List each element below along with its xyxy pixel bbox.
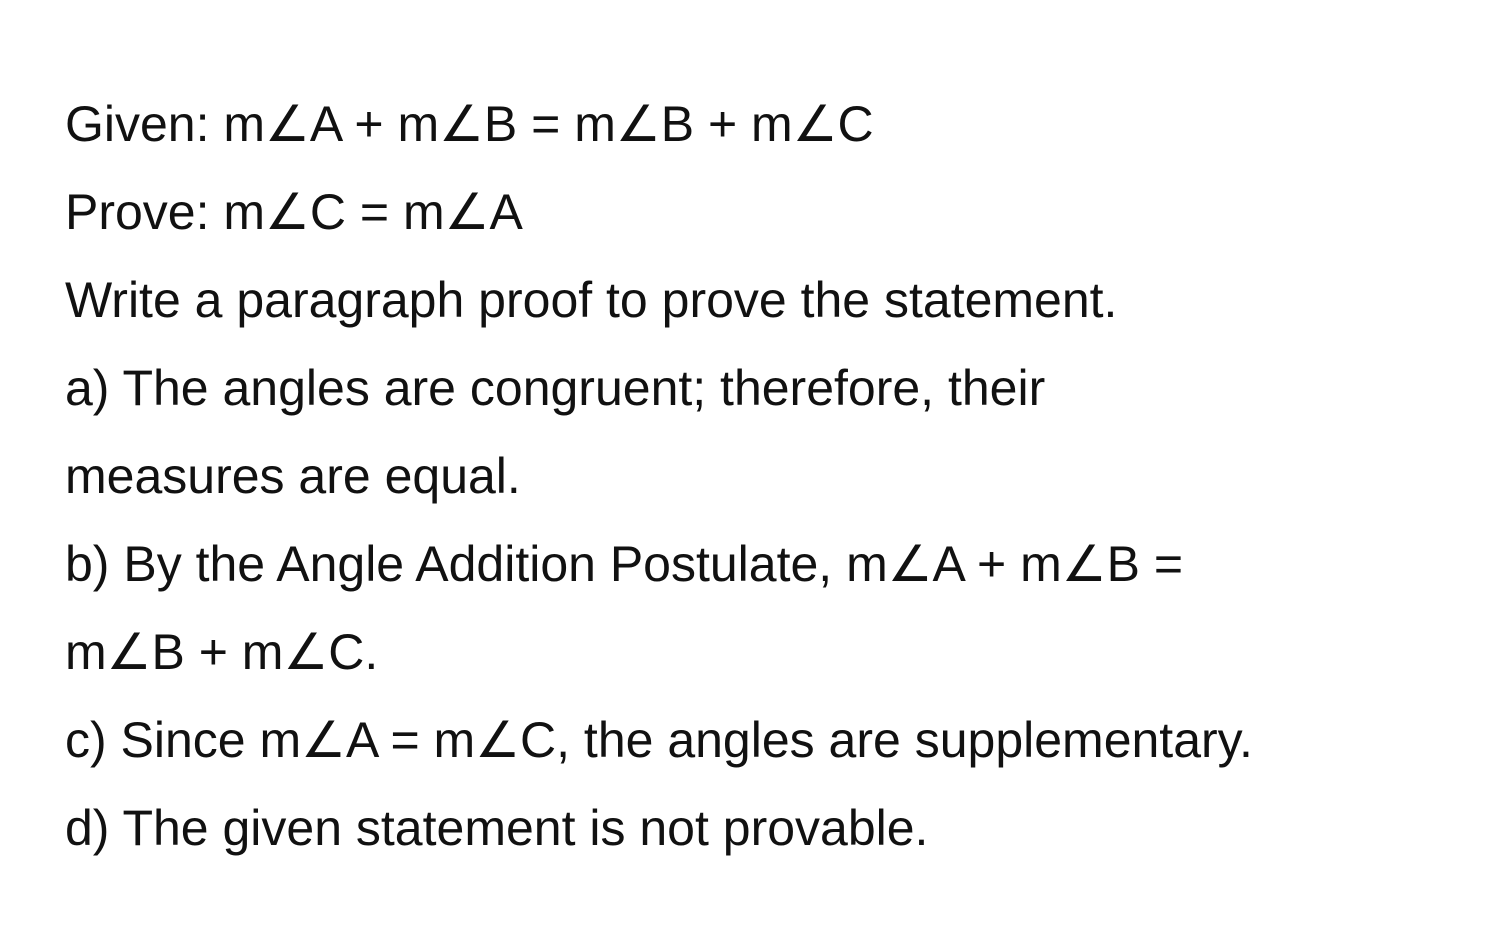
prove-statement: Prove: m∠C = m∠A <box>65 184 523 240</box>
option-c-line-1: c) Since m∠A = m∠C, the angles are supplementary. <box>65 712 1253 768</box>
option-d-line-1: d) The given statement is not provable. <box>65 800 929 856</box>
instruction-text: Write a paragraph proof to prove the statement. <box>65 272 1118 328</box>
answer-option-c[interactable] <box>65 696 1465 784</box>
option-a-line-1: a) The angles are congruent; therefore, their <box>65 360 1046 416</box>
option-b-line-1: b) By the Angle Addition Postulate, m∠A + m∠B = <box>65 536 1184 592</box>
answer-option-d[interactable] <box>65 784 1465 872</box>
given-statement: Given: m∠A + m∠B = m∠B + m∠C <box>65 96 874 152</box>
problem-document <box>65 80 1465 872</box>
option-a-line-2: measures are equal. <box>65 448 521 504</box>
option-b-line-2: m∠B + m∠C. <box>65 624 379 680</box>
answer-option-a[interactable] <box>65 344 1465 520</box>
answer-option-b[interactable] <box>65 520 1465 696</box>
